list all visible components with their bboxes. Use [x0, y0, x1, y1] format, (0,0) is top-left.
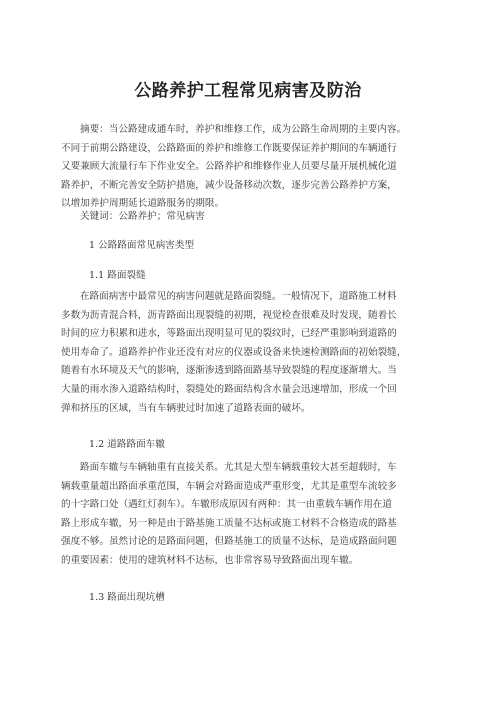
abstract-line: 又要兼顾大流量行车下作业安全。公路养护和维修作业人员要尽量开展机械化道 [61, 161, 397, 173]
section-heading-1-3: 1.3 路面出现坑槽 [89, 592, 165, 603]
abstract-line: 以增加养护周期延长道路服务的期限。 [61, 198, 225, 210]
paragraph-line: 在路面病害中最常见的病害问题就是路面裂缝。一般情况下，道路施工材料 [80, 291, 397, 302]
paragraph-line: 的十字路口处（遇红灯刹车）。车辙形成原因有两种：其一由重载车辆作用在道 [61, 499, 392, 511]
abstract-line: 不同于前期公路建设，公路路面的养护和维修工作既要保证养护期间的车辆通行 [61, 142, 397, 154]
abstract-paragraph [61, 121, 439, 214]
paragraph-line: 大量的雨水渗入道路结构时，裂缝处的路面结构含水量会迅速增加，形成一个回 [61, 383, 397, 395]
paragraph-line: 弹和挤压的区域，当有车辆驶过时加速了道路表面的破坏。 [61, 402, 311, 414]
section-1-1-paragraph [61, 288, 439, 418]
paragraph-line: 路上形成车辙，另一种是由于路基施工质量不达标或施工材料不合格造成的路基 [61, 517, 397, 529]
paragraph-line: 时间的应力积累和进水，等路面出现明显可见的裂纹时，已经严重影响到道路的 [61, 328, 397, 340]
paragraph-line: 辆载重量超出路面承重范围，车辆会对路面造成严重形变，尤其是重型车流较多 [61, 480, 397, 492]
section-heading-1: 1 公路路面常见病害类型 [89, 240, 195, 251]
section-heading-1-1: 1.1 路面裂缝 [89, 270, 146, 281]
abstract-line: 摘要：当公路建成通车时，养护和维修工作，成为公路生命周期的主要内容。 [80, 124, 407, 135]
paragraph-line: 随着有水环境及天气的影响，逐渐渗透到路面路基导致裂缝的程度逐渐增大。当 [61, 365, 397, 377]
keywords: 关键词：公路养护；常见病害 [80, 211, 205, 222]
document-title: 公路养护工程常见病害及防治 [134, 81, 362, 101]
paragraph-line: 多数为沥青混合料，沥青路面出现裂缝的初期，视觉检查很难及时发现，随着长 [61, 309, 397, 321]
paragraph-line: 强度不够。虽然讨论的是路面问题，但路基施工的质量不达标，是造成路面问题 [61, 536, 397, 548]
section-1-2-paragraph [61, 459, 439, 571]
paragraph-line: 路面车辙与车辆轴重有直接关系。尤其是大型车辆载重较大甚至超载时，车 [80, 462, 397, 473]
paragraph-line: 使用寿命了。道路养护作业还没有对应的仪器或设备来快速检测路面的初始裂缝， [61, 346, 407, 358]
paragraph-line: 的重要因素：使用的建筑材料不达标，也非常容易导致路面出现车辙。 [61, 554, 359, 566]
abstract-line: 路养护，不断完善安全防护措施，减少设备移动次数，逐步完善公路养护方案， [61, 179, 397, 191]
section-heading-1-2: 1.2 道路路面车辙 [89, 439, 165, 450]
